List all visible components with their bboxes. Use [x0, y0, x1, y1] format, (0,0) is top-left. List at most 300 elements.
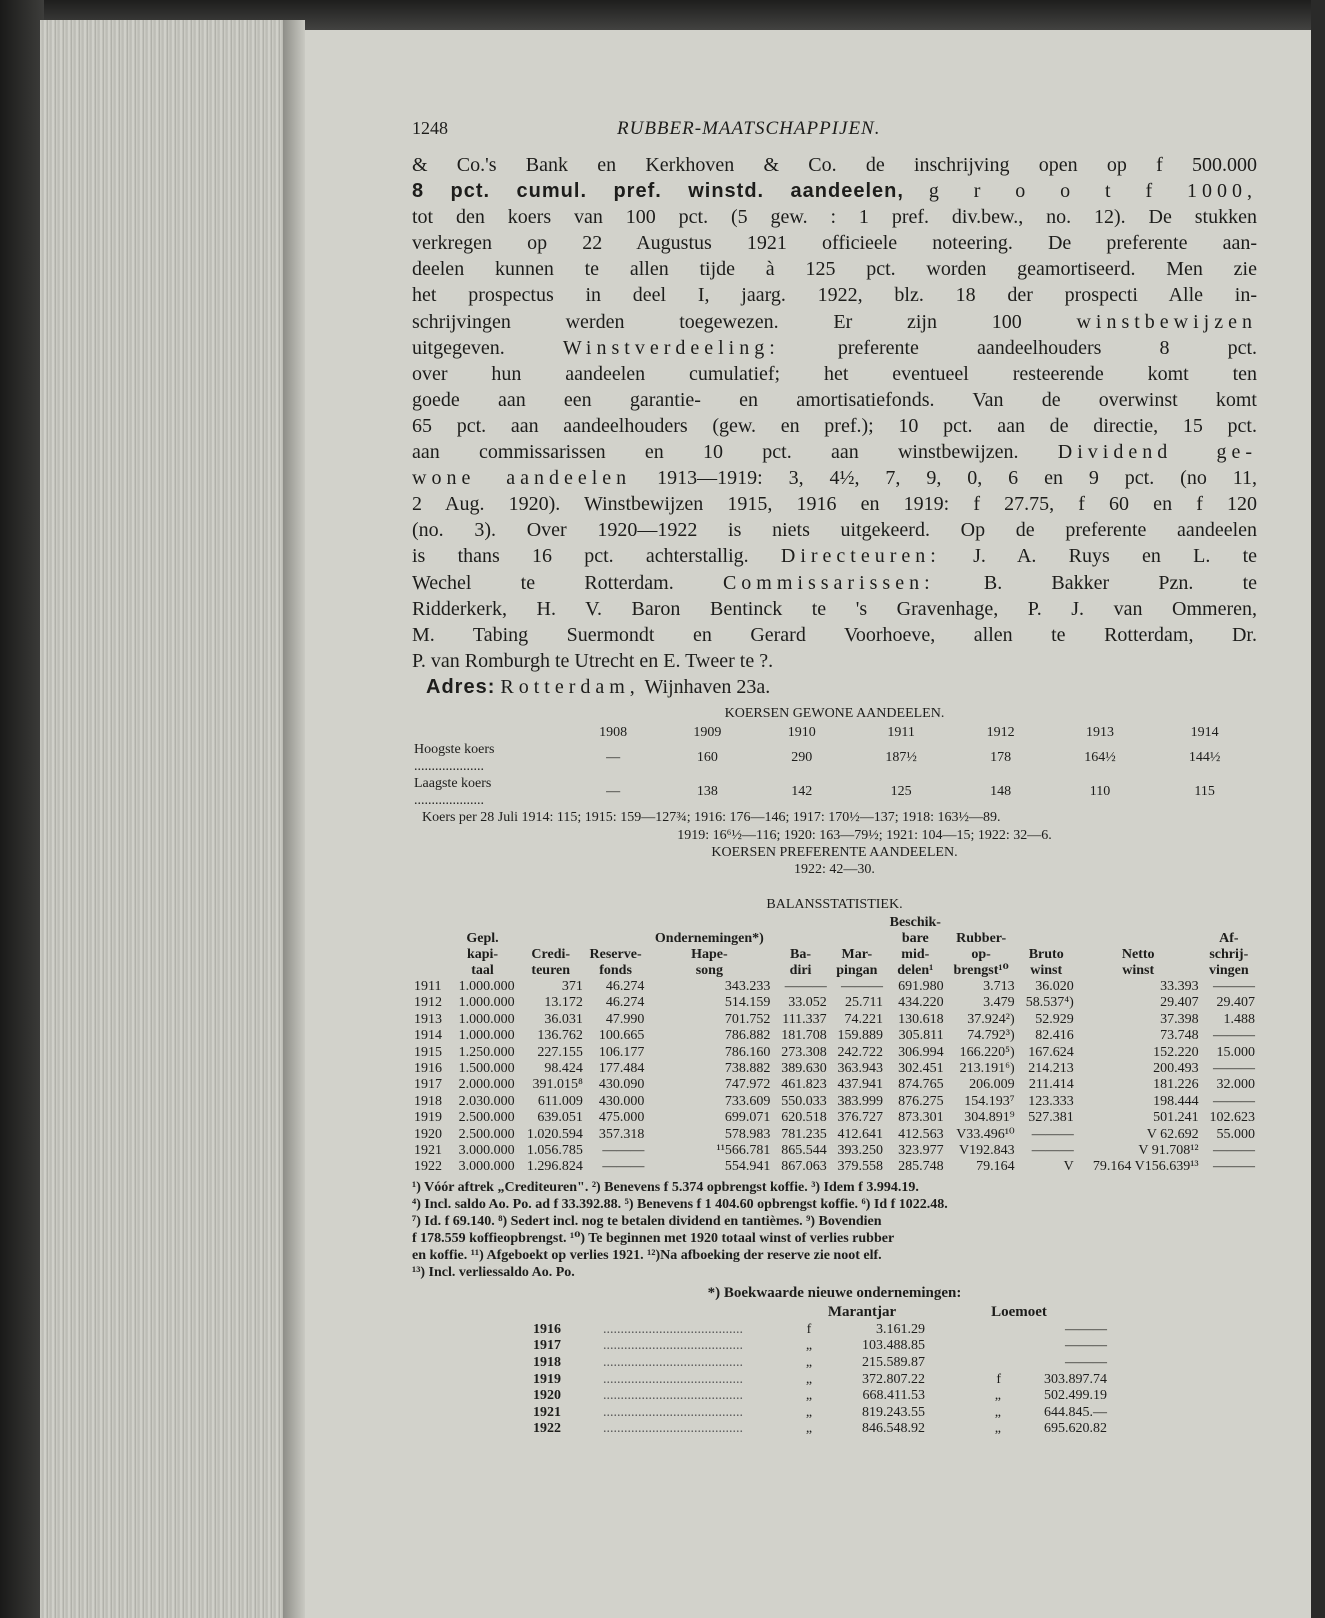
text-line: P. van Romburgh te Utrecht en E. Tweer te ?.: [412, 649, 774, 672]
value-cell: ———: [1213, 1159, 1255, 1175]
header-cell: Reserve-: [589, 946, 642, 962]
spaced-term: Dividend ge-: [1057, 441, 1258, 464]
value-cell: 701.752: [724, 1011, 771, 1027]
table-row: [530, 1338, 1110, 1355]
year-cell: 1910: [787, 724, 816, 740]
year-cell: 1916: [414, 1061, 442, 1076]
value-cell: 198.444: [1153, 1093, 1199, 1109]
header-cell: [530, 1302, 600, 1322]
value-cell: 74.221: [844, 1011, 883, 1027]
value-cell: 29.407: [1216, 995, 1255, 1011]
value-cell: 154.193⁷: [964, 1093, 1015, 1109]
value-cell: 33.052: [788, 995, 827, 1011]
value-cell: 148: [990, 784, 1012, 800]
currency-cell: „: [805, 1388, 813, 1404]
leader-dots: ........................................: [603, 1355, 743, 1371]
loemoet-value: 303.897.74: [1044, 1371, 1107, 1387]
value-cell: ¹¹566.781: [716, 1143, 771, 1159]
currency-cell: „: [994, 1404, 1001, 1420]
value-cell: 55.000: [1216, 1126, 1255, 1142]
value-cell: V192.843: [958, 1143, 1015, 1159]
value-cell: 160: [696, 750, 718, 766]
value-cell: 142: [791, 784, 813, 800]
text-line: 65 pct. aan aandeelhouders (gew. en pref.); 10 pct. aan de directie, 15 pct.: [412, 414, 1257, 437]
header-cell: Af-: [1219, 930, 1239, 946]
header-cell: winst: [1030, 962, 1063, 978]
value-cell: 2.500.000: [458, 1110, 515, 1126]
value-cell: 461.823: [781, 1077, 827, 1093]
value-cell: ———: [1031, 1143, 1074, 1159]
value-cell: ———: [1213, 1093, 1255, 1109]
table-row: [412, 1110, 1257, 1126]
table-row: [530, 1421, 1110, 1438]
value-cell: 82.416: [1035, 1028, 1074, 1044]
header-cell: [772, 931, 828, 947]
value-cell: 52.929: [1035, 1011, 1074, 1027]
text-line: 2 Aug. 1920). Winstbewijzen 1915, 1916 en 1919: f 27.75, f 60 en f 120: [412, 493, 1257, 516]
value-cell: 611.009: [537, 1093, 583, 1109]
balans-title: BALANSSTATISTIEK.: [766, 896, 903, 912]
text-span: schrijvingen werden toegewezen. Er zijn 100: [412, 310, 1022, 333]
leader-dots: ........................................: [603, 1388, 743, 1404]
text-line: over hun aandeelen cumulatief; het eventueel resteerende komt ten: [412, 362, 1257, 385]
value-cell: 747.972: [724, 1077, 771, 1093]
koers-row: [412, 741, 1257, 775]
header-cell: [1076, 915, 1201, 931]
year-cell: 1917: [414, 1077, 442, 1093]
value-cell: 376.727: [837, 1110, 883, 1126]
marantjar-value: 103.488.85: [862, 1338, 925, 1354]
header-cell: delen¹: [897, 962, 934, 978]
value-cell: 58.537⁴): [1025, 995, 1074, 1011]
year-cell: 1920: [414, 1126, 442, 1142]
year-cell: 1913: [414, 1011, 442, 1027]
value-cell: 1.000.000: [458, 978, 515, 994]
marantjar-value: 819.243.55: [862, 1404, 925, 1420]
table-row: [412, 1127, 1257, 1143]
row-label: Hoogste koers ....................: [414, 741, 495, 774]
year-cell: 1918: [533, 1355, 561, 1371]
marantjar-value: 3.161.29: [876, 1321, 925, 1337]
share-type-heading: 8 pct. cumul. pref. winstd. aandeelen,: [412, 180, 904, 203]
value-cell: ———: [602, 1143, 645, 1159]
table-row: [412, 1028, 1257, 1044]
value-cell: 123.333: [1028, 1093, 1074, 1109]
value-cell: 391.015⁸: [532, 1077, 583, 1093]
value-cell: 111.337: [782, 1011, 827, 1027]
value-cell: 110: [1089, 784, 1111, 800]
value-cell: 79.164 V156.639¹³: [1092, 1159, 1199, 1175]
header-cell: Bruto: [1028, 946, 1064, 962]
value-cell: 100.665: [598, 1028, 645, 1044]
year-cell: 1908: [599, 724, 628, 740]
header-cell: [772, 915, 828, 931]
value-cell: 3.713: [983, 978, 1015, 994]
table-row: [412, 1094, 1257, 1110]
year-row: [412, 724, 1257, 741]
header-cell: Mar-: [841, 946, 873, 962]
value-cell: 25.711: [844, 995, 883, 1011]
value-cell: 206.009: [969, 1077, 1015, 1093]
value-cell: 430.000: [598, 1093, 645, 1109]
value-cell: 379.558: [837, 1159, 883, 1175]
year-cell: 1918: [414, 1093, 442, 1109]
header-cell: [1201, 915, 1257, 931]
text-line: & Co.'s Bank en Kerkhoven & Co. de inschrijving open op f 500.000: [412, 154, 1257, 176]
header-cell: kapi-: [466, 946, 499, 962]
value-cell: 37.398: [1160, 1011, 1199, 1027]
value-cell: 639.051: [537, 1110, 583, 1126]
footnote: ⁴) Incl. saldo Ao. Po. ad f 33.392.88. ⁵) Benevens f 1 404.60 opbrengst koffie. ⁶) Id f 1022.48.: [412, 1196, 948, 1212]
table-row: [530, 1388, 1110, 1405]
table-row: [412, 1077, 1257, 1093]
value-cell: 152.220: [1153, 1044, 1199, 1060]
value-cell: 357.318: [598, 1126, 645, 1142]
header-row: [412, 947, 1257, 963]
row-label: Laagste koers ....................: [414, 775, 492, 808]
value-cell: 733.609: [724, 1093, 771, 1109]
value-cell: 130.618: [898, 1011, 944, 1027]
text-span: is thans 16 pct. achterstallig.: [412, 545, 749, 568]
right-shadow: [1311, 0, 1325, 1618]
koersen-gewone-table: [412, 724, 1257, 809]
value-cell: 13.172: [544, 995, 583, 1011]
column-loemoet: Loemoet: [991, 1303, 1047, 1320]
currency-cell: „: [994, 1421, 1001, 1437]
value-cell: 166.220⁵): [959, 1044, 1015, 1060]
text-line: [412, 178, 1257, 204]
value-cell: —: [606, 784, 621, 800]
spaced-term: Commissarissen:: [722, 571, 935, 594]
header-cell: Beschik-: [889, 914, 941, 930]
value-cell: 323.977: [898, 1143, 944, 1159]
currency-cell: „: [805, 1404, 813, 1420]
value-cell: 115: [1194, 784, 1215, 800]
value-cell: 33.393: [1160, 978, 1199, 994]
header-row: [412, 931, 1257, 947]
year-cell: 1912: [414, 995, 442, 1011]
loemoet-value: ———: [1065, 1355, 1107, 1371]
value-cell: 437.941: [837, 1077, 883, 1093]
value-cell: 98.424: [544, 1061, 583, 1076]
header-cell: op-: [971, 946, 991, 962]
value-cell: 1.020.594: [526, 1126, 583, 1142]
page-header: [412, 118, 1257, 144]
currency-cell: „: [805, 1421, 813, 1437]
spaced-term: Winstverdeeling:: [562, 336, 780, 359]
header-cell: [1017, 931, 1076, 947]
column-marantjar: Marantjar: [827, 1303, 897, 1320]
value-cell: 102.623: [1209, 1110, 1255, 1126]
value-cell: 2.030.000: [458, 1093, 515, 1109]
header-cell: winst: [1122, 962, 1155, 978]
value-cell: 304.891⁹: [964, 1110, 1015, 1126]
header-cell: teuren: [531, 962, 571, 978]
value-cell: V 62.692: [1146, 1126, 1199, 1142]
company-description: [412, 152, 1257, 700]
header-cell: song: [695, 962, 723, 978]
year-cell: 1919: [533, 1371, 561, 1387]
value-cell: 47.990: [605, 1011, 645, 1027]
value-cell: 285.748: [898, 1159, 944, 1175]
share-size: g r o o t f 1000,: [928, 180, 1257, 203]
header-cell: [829, 915, 885, 931]
spaced-term: Directeuren:: [780, 545, 941, 568]
table-row: [412, 979, 1257, 995]
value-cell: 412.641: [837, 1126, 883, 1142]
value-cell: 164½: [1084, 750, 1116, 766]
text-line: [412, 543, 1257, 569]
text-line: [412, 465, 1257, 491]
value-cell: 242.722: [837, 1044, 883, 1060]
value-cell: V: [1063, 1159, 1074, 1175]
currency-cell: f: [806, 1321, 812, 1337]
text-line: [412, 335, 1257, 361]
leader-dots: ........................................: [603, 1421, 743, 1437]
value-cell: 1.500.000: [458, 1061, 515, 1076]
left-shadow: [0, 0, 44, 1618]
value-cell: ———: [840, 978, 883, 994]
year-cell: 1921: [533, 1404, 561, 1420]
value-cell: 200.493: [1153, 1061, 1199, 1076]
header-cell: vingen: [1208, 962, 1249, 978]
currency-cell: „: [994, 1388, 1001, 1404]
value-cell: 302.451: [898, 1061, 944, 1076]
loemoet-value: 644.845.—: [1044, 1404, 1107, 1420]
value-cell: ———: [784, 978, 827, 994]
header-cell: [412, 947, 448, 963]
balans-footnotes: [412, 1179, 1257, 1281]
value-cell: 343.233: [724, 978, 771, 994]
year-cell: 1914: [414, 1028, 442, 1044]
value-cell: 781.235: [781, 1126, 827, 1142]
footnote: ¹) Vóór aftrek „Crediteuren". ²) Benevens f 5.374 opbrengst koffie. ³) Idem f 3.994.19.: [412, 1179, 919, 1195]
koersen-preferente-value: 1922: 42—30.: [794, 861, 875, 877]
currency-cell: f: [996, 1371, 1001, 1387]
year-cell: 1921: [414, 1143, 442, 1159]
header-row: [412, 963, 1257, 979]
year-cell: 1911: [414, 978, 442, 994]
currency-cell: [928, 1355, 1004, 1372]
value-cell: 412.563: [898, 1126, 944, 1142]
address-line: [412, 674, 1257, 700]
header-cell: [600, 1302, 796, 1322]
text-line: [412, 570, 1257, 596]
text-span: Wechel te Rotterdam.: [412, 571, 674, 594]
value-cell: 699.071: [724, 1110, 771, 1126]
table-row: [412, 1045, 1257, 1061]
value-cell: 2.500.000: [458, 1126, 515, 1142]
value-cell: 501.241: [1153, 1110, 1199, 1126]
value-cell: 434.220: [898, 995, 944, 1011]
value-cell: 79.164: [976, 1159, 1015, 1175]
header-cell: taal: [471, 962, 494, 978]
value-cell: ———: [1213, 1143, 1255, 1159]
header-cell: [946, 915, 1017, 931]
value-cell: 738.882: [724, 1061, 771, 1076]
year-cell: 1919: [414, 1110, 442, 1126]
value-cell: 389.630: [781, 1061, 827, 1076]
value-cell: 786.160: [724, 1044, 771, 1060]
gutter-shadow: [283, 20, 305, 1618]
year-cell: 1916: [533, 1321, 561, 1337]
value-cell: 36.031: [544, 1011, 583, 1027]
value-cell: 37.924²): [967, 1011, 1015, 1027]
book-page-edges: [40, 20, 295, 1618]
value-cell: 178: [990, 750, 1012, 766]
value-cell: 136.762: [537, 1028, 583, 1044]
value-cell: 73.748: [1160, 1028, 1199, 1044]
text-line: [412, 439, 1257, 465]
table-row: [412, 1143, 1257, 1159]
year-cell: 1920: [533, 1388, 561, 1404]
year-cell: 1922: [533, 1421, 561, 1437]
value-cell: 29.407: [1160, 995, 1199, 1011]
text-span: aan commissarissen en 10 pct. aan winstbewijzen.: [412, 441, 1019, 464]
header-cell: [517, 931, 585, 947]
loemoet-value: ———: [1065, 1321, 1107, 1337]
address-street: Wijnhaven 23a.: [644, 675, 771, 698]
value-cell: ———: [1213, 1061, 1255, 1076]
value-cell: 475.000: [598, 1110, 645, 1126]
loemoet-value: ———: [1065, 1338, 1107, 1354]
header-cell: schrij-: [1209, 946, 1249, 962]
text-line: (no. 3). Over 1920—1922 is niets uitgekeerd. Op de preferente aandeelen: [412, 519, 1257, 542]
address-label: Adres:: [426, 675, 496, 698]
value-cell: 786.882: [724, 1028, 771, 1044]
text-span: J. A. Ruys en L. te: [973, 545, 1258, 568]
header-row: [412, 915, 1257, 931]
value-cell: 290: [791, 750, 813, 766]
currency-cell: „: [805, 1371, 813, 1387]
value-cell: 159.889: [837, 1028, 883, 1044]
spaced-term: winstbewijzen: [1076, 310, 1257, 333]
value-cell: 125: [890, 784, 912, 800]
header-cell: [412, 931, 448, 947]
header-cell: Netto: [1121, 946, 1155, 962]
value-cell: 578.983: [724, 1126, 771, 1142]
header-cell: [448, 915, 516, 931]
header-cell: [829, 931, 885, 947]
header-cell: [412, 963, 448, 979]
value-cell: 181.226: [1153, 1077, 1199, 1093]
marantjar-value: 215.589.87: [862, 1355, 925, 1371]
text-line: het prospectus in deel I, jaarg. 1922, blz. 18 der prospecti Alle in-: [412, 284, 1257, 307]
balans-table: [412, 915, 1257, 1176]
header-cell: diri: [789, 962, 812, 978]
value-cell: 273.308: [781, 1044, 827, 1060]
header-cell: Credi-: [531, 946, 571, 962]
page-content: [412, 118, 1257, 1438]
header-cell: pingan: [836, 962, 878, 978]
value-cell: ———: [1031, 1126, 1074, 1142]
table-row: [412, 995, 1257, 1011]
value-cell: 691.980: [898, 978, 944, 994]
text-line: [412, 309, 1257, 335]
value-cell: 383.999: [837, 1093, 883, 1109]
year-cell: 1917: [533, 1338, 561, 1354]
value-cell: 527.381: [1028, 1110, 1074, 1126]
marantjar-value: 372.807.22: [862, 1371, 925, 1387]
year-cell: 1912: [986, 724, 1015, 740]
value-cell: 144½: [1188, 750, 1221, 766]
value-cell: ———: [1213, 978, 1255, 994]
leader-dots: ........................................: [603, 1371, 743, 1387]
boekwaarde-title: *) Boekwaarde nieuwe ondernemingen:: [707, 1284, 962, 1301]
spaced-term: wone aandeelen: [412, 467, 632, 490]
value-cell: V33.496¹⁰: [956, 1126, 1015, 1142]
header-cell: bare: [901, 930, 929, 946]
marantjar-value: 668.411.53: [862, 1388, 925, 1404]
footnote: en koffie. ¹¹) Afgeboekt op verlies 1921. ¹²)Na afboeking der reserve zie noot elf.: [412, 1247, 882, 1263]
value-cell: 214.213: [1028, 1061, 1074, 1076]
page-number: 1248: [412, 118, 448, 138]
text-span: preferente aandeelhouders 8 pct.: [837, 336, 1258, 359]
header-cell: Gepl.: [466, 930, 499, 946]
value-cell: 363.943: [837, 1061, 883, 1076]
loemoet-value: 695.620.82: [1044, 1421, 1107, 1437]
year-cell: 1922: [414, 1159, 442, 1175]
header-cell: Ondernemingen*): [654, 930, 764, 946]
leader-dots: ........................................: [603, 1321, 743, 1337]
value-cell: 3.000.000: [458, 1159, 515, 1175]
text-span: B. Bakker Pzn. te: [983, 571, 1258, 594]
text-span: 1913—1919: 3, 4½, 7, 9, 0, 6 en 9 pct. (no 11,: [657, 467, 1257, 490]
value-cell: 305.811: [898, 1028, 944, 1044]
table-row: [412, 1012, 1257, 1028]
table-row: [530, 1355, 1110, 1372]
text-span: uitgegeven.: [412, 336, 505, 359]
header-cell: [412, 915, 448, 931]
running-title: RUBBER-MAATSCHAPPIJEN.: [617, 118, 881, 139]
koers-row: [412, 775, 1257, 809]
currency-cell: [928, 1322, 1004, 1339]
header-cell: [1076, 931, 1201, 947]
header-cell: mid-: [901, 946, 930, 962]
value-cell: 213.191⁶): [959, 1061, 1015, 1076]
text-line: verkregen op 22 Augustus 1921 officieele noteering. De preferente aan-: [412, 232, 1257, 255]
table-row: [530, 1322, 1110, 1339]
koersen-note: Koers per 28 Juli 1914: 115; 1915: 159—127¾; 1916: 176—146; 1917: 170½—137; 1918: 163½—89.: [422, 809, 1001, 825]
label-cell: [412, 724, 566, 741]
year-cell: 1911: [887, 724, 915, 740]
header-cell: Hape-: [691, 946, 728, 962]
header-cell: [585, 931, 646, 947]
value-cell: 393.250: [837, 1143, 883, 1159]
value-cell: 3.000.000: [458, 1143, 515, 1159]
value-cell: 74.792³): [967, 1028, 1015, 1044]
koersen-gewone-title: KOERSEN GEWONE AANDEELEN.: [724, 705, 945, 721]
header-cell: [585, 915, 646, 931]
value-cell: 1.056.785: [526, 1143, 583, 1159]
value-cell: 3.479: [983, 995, 1015, 1011]
loemoet-value: 502.499.19: [1044, 1388, 1107, 1404]
text-line: M. Tabing Suermondt en Gerard Voorhoeve, allen te Rotterdam, Dr.: [412, 623, 1257, 646]
value-cell: 1.000.000: [458, 995, 515, 1011]
value-cell: 15.000: [1216, 1044, 1255, 1060]
value-cell: ———: [1213, 1028, 1255, 1044]
value-cell: 867.063: [781, 1159, 827, 1175]
value-cell: 371: [561, 978, 583, 994]
value-cell: 514.159: [724, 995, 771, 1011]
value-cell: 1.000.000: [458, 1028, 515, 1044]
value-cell: 620.518: [781, 1110, 827, 1126]
value-cell: 554.941: [724, 1159, 771, 1175]
footnote: f 178.559 koffieopbrengst. ¹⁰) Te beginnen met 1920 totaal winst of verlies rubber: [412, 1230, 895, 1246]
leader-dots: ........................................: [603, 1404, 743, 1420]
currency-cell: „: [805, 1355, 813, 1371]
text-line: Ridderkerk, H. V. Baron Bentinck te 's Gravenhage, P. J. van Ommeren,: [412, 597, 1257, 620]
